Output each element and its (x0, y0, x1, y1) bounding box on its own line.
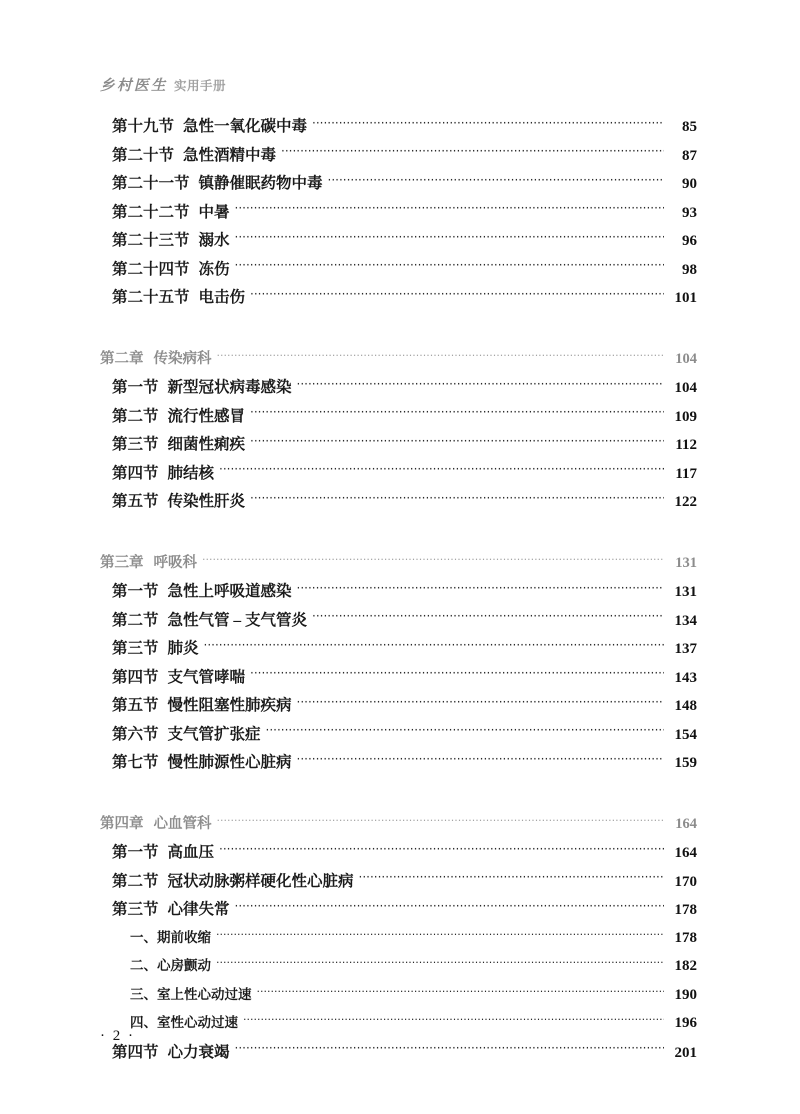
dot-leader (328, 173, 664, 189)
toc-entry-label: 四、室性心动过速 (130, 1015, 238, 1031)
toc-entry-title: 肺结核 (167, 464, 215, 482)
toc-entry-label: 三、室上性心动过速 (130, 986, 252, 1003)
toc-entry-page-number: 201 (674, 1044, 697, 1061)
toc-entry-page-number: 85 (682, 119, 697, 135)
toc-entry-title: 慢性阻塞性肺疾病 (167, 697, 292, 714)
toc-entry-page-number: 170 (674, 873, 697, 890)
toc-entry-title: 传染病科 (153, 350, 212, 367)
dot-leader (216, 957, 664, 971)
dot-leader (281, 144, 664, 160)
toc-entry-label (112, 489, 245, 511)
toc-entry-section[interactable] (112, 114, 697, 143)
toc-entry-number: 第三节 (112, 640, 159, 657)
toc-entry-label (112, 114, 307, 136)
toc-entry-section[interactable] (112, 375, 697, 404)
toc-entry-page-number: 196 (674, 1015, 697, 1031)
toc-entry-section[interactable] (112, 432, 697, 461)
toc-entry-title: 急性上呼吸道感染 (167, 583, 292, 600)
toc-entry-title: 肺炎 (167, 640, 199, 657)
dot-leader (250, 666, 664, 682)
toc-entry-section[interactable] (112, 897, 697, 926)
toc-entry-label (112, 722, 261, 744)
dot-leader (216, 928, 664, 942)
toc-entry-page-number: 104 (675, 350, 697, 367)
toc-entry-number: 第二十五节 (112, 289, 190, 306)
toc-entry-title: 新型冠状病毒感染 (167, 379, 292, 396)
toc-entry-number: 第二节 (112, 407, 159, 425)
toc-entry-label (112, 200, 230, 222)
toc-entry-title: 传染性肝炎 (167, 493, 246, 510)
toc-entry-page-number: 159 (674, 755, 697, 771)
toc-entry-label (100, 551, 197, 572)
block-spacer (0, 518, 800, 551)
block-spacer (0, 779, 800, 812)
dot-leader (297, 581, 664, 597)
book-subtitle: 实用手册 (174, 78, 227, 93)
dot-leader (266, 723, 664, 739)
toc-entry-title: 高血压 (167, 844, 215, 861)
table-of-contents (0, 114, 800, 1068)
toc-entry-title: 心力衰竭 (167, 1043, 230, 1061)
dot-leader (297, 752, 664, 768)
toc-entry-section[interactable] (112, 200, 697, 229)
toc-entry-label: 二、心房颤动 (130, 958, 211, 974)
toc-entry-number: 第二节 (112, 872, 159, 890)
dot-leader (243, 1014, 664, 1028)
toc-entry-label (112, 665, 245, 687)
toc-entry-section[interactable] (112, 750, 697, 779)
toc-entry-number: 第二十四节 (112, 260, 190, 278)
toc-entry-section[interactable] (112, 171, 697, 200)
toc-entry-label (112, 228, 230, 250)
dot-leader (297, 377, 664, 393)
toc-entry-label (112, 608, 307, 630)
toc-entry-page-number: 90 (682, 176, 697, 192)
toc-entry-title: 电击伤 (198, 289, 246, 306)
toc-entry-section[interactable] (112, 285, 697, 314)
toc-entry-number: 第四节 (112, 1043, 159, 1061)
toc-entry-title: 支气管扩张症 (167, 725, 261, 743)
toc-entry-sub[interactable] (130, 954, 697, 983)
toc-entry-number: 第二十一节 (112, 175, 190, 192)
toc-entry-title: 心血管科 (153, 815, 212, 832)
toc-entry-page-number: 131 (674, 584, 697, 600)
toc-entry-page-number: 148 (674, 698, 697, 714)
toc-entry-section[interactable] (112, 489, 697, 518)
toc-entry-page-number: 178 (674, 902, 697, 918)
toc-entry-label (112, 579, 292, 601)
page-number: · 2 · (100, 1028, 135, 1044)
toc-entry-label (112, 285, 245, 307)
toc-entry-title: 镇静催眠药物中毒 (198, 175, 323, 192)
dot-leader (250, 287, 664, 303)
toc-entry-section[interactable] (112, 722, 697, 751)
toc-entry-page-number: 93 (682, 204, 697, 221)
toc-entry-label (112, 750, 292, 772)
toc-entry-label (112, 897, 230, 919)
toc-entry-number: 第二十二节 (112, 203, 190, 221)
toc-entry-section[interactable] (112, 840, 697, 869)
toc-entry-label (112, 869, 354, 891)
toc-entry-sub[interactable] (130, 983, 697, 1012)
toc-entry-chapter[interactable] (100, 551, 697, 580)
book-title: 乡村医生 (100, 78, 168, 94)
toc-entry-section[interactable] (112, 404, 697, 433)
toc-entry-label (112, 693, 292, 715)
toc-entry-chapter[interactable] (100, 347, 697, 376)
toc-entry-title: 溺水 (198, 232, 230, 249)
toc-entry-page-number: 154 (674, 726, 697, 743)
toc-entry-page-number: 112 (675, 437, 697, 453)
toc-entry-title: 心律失常 (167, 901, 230, 918)
dot-leader (235, 201, 664, 217)
toc-entry-section[interactable] (112, 693, 697, 722)
dot-leader (235, 230, 664, 246)
toc-entry-page-number: 134 (674, 612, 697, 629)
toc-entry-page-number: 131 (675, 554, 697, 571)
toc-entry-page-number: 164 (675, 815, 697, 832)
toc-entry-page-number: 96 (682, 233, 697, 249)
toc-entry-title: 冠状动脉粥样硬化性心脏病 (167, 872, 354, 890)
toc-entry-title: 支气管哮喘 (167, 668, 246, 686)
toc-entry-section[interactable] (112, 869, 697, 898)
toc-entry-title: 中暑 (198, 203, 230, 221)
toc-entry-page-number: 122 (674, 494, 697, 510)
dot-leader (297, 695, 664, 711)
toc-entry-number: 第三节 (112, 901, 159, 918)
toc-entry-page-number: 104 (674, 380, 697, 396)
dot-leader (250, 405, 664, 421)
toc-entry-section[interactable] (112, 257, 697, 286)
toc-entry-label: 一、期前收缩 (130, 929, 211, 946)
block-spacer (0, 314, 800, 347)
toc-entry-title: 呼吸科 (153, 554, 197, 571)
toc-entry-number: 第二章 (100, 350, 144, 367)
toc-entry-page-number: 87 (682, 147, 697, 164)
toc-entry-number: 第一节 (112, 379, 159, 396)
toc-entry-section[interactable] (112, 461, 697, 490)
toc-entry-number: 第四节 (112, 464, 159, 482)
toc-entry-page-number: 137 (674, 641, 697, 657)
toc-entry-page-number: 190 (674, 986, 697, 1003)
toc-entry-number: 第四节 (112, 668, 159, 686)
toc-entry-title: 细菌性痢疾 (167, 436, 246, 453)
toc-entry-number: 第一节 (112, 844, 159, 861)
toc-entry-page-number: 109 (674, 408, 697, 425)
toc-entry-sub[interactable] (130, 1011, 697, 1040)
toc-entry-label (112, 257, 230, 279)
toc-entry-number: 第四章 (100, 815, 144, 832)
toc-entry-number: 第一节 (112, 583, 159, 600)
dot-leader (250, 491, 664, 507)
dot-leader (217, 348, 665, 363)
toc-entry-number: 第七节 (112, 754, 159, 771)
toc-entry-number: 第三章 (100, 554, 144, 571)
dot-leader (217, 813, 665, 828)
toc-entry-page-number: 101 (674, 290, 697, 306)
toc-entry-number: 第三节 (112, 436, 159, 453)
toc-entry-number: 第二十三节 (112, 232, 190, 249)
toc-entry-chapter[interactable] (100, 812, 697, 841)
running-header (100, 74, 226, 96)
toc-entry-page-number: 117 (675, 465, 697, 482)
dot-leader (235, 258, 664, 274)
toc-entry-title: 急性一氧化碳中毒 (183, 118, 308, 135)
toc-entry-label (112, 840, 214, 862)
toc-entry-section[interactable] (112, 228, 697, 257)
toc-entry-title: 急性酒精中毒 (183, 146, 277, 164)
toc-entry-page-number: 143 (674, 669, 697, 686)
dot-leader (235, 1041, 664, 1057)
dot-leader (202, 552, 664, 567)
toc-entry-label (112, 432, 245, 454)
toc-entry-page-number: 178 (674, 929, 697, 946)
toc-entry-number: 第十九节 (112, 118, 175, 135)
dot-leader (359, 870, 664, 886)
toc-entry-label (112, 404, 245, 426)
dot-leader (235, 899, 664, 915)
toc-entry-page-number: 182 (674, 958, 697, 974)
toc-entry-sub[interactable] (130, 926, 697, 955)
dot-leader (312, 116, 664, 132)
toc-entry-section[interactable] (112, 636, 697, 665)
toc-entry-label (100, 347, 212, 368)
dot-leader (204, 638, 664, 654)
toc-entry-number: 第二十节 (112, 146, 175, 164)
toc-entry-label (112, 171, 323, 193)
toc-entry-label (112, 461, 214, 483)
toc-entry-label (100, 812, 212, 833)
toc-entry-section[interactable] (112, 665, 697, 694)
toc-entry-number: 第二节 (112, 611, 159, 629)
toc-entry-number: 第五节 (112, 493, 159, 510)
toc-entry-page-number: 98 (682, 261, 697, 278)
toc-entry-section[interactable] (112, 608, 697, 637)
dot-leader (312, 609, 664, 625)
dot-leader (257, 985, 665, 999)
dot-leader (250, 434, 664, 450)
toc-entry-title: 流行性感冒 (167, 407, 246, 425)
toc-entry-title: 慢性肺源性心脏病 (167, 754, 292, 771)
toc-entry-label (112, 143, 276, 165)
toc-entry-label (112, 375, 292, 397)
toc-entry-number: 第五节 (112, 697, 159, 714)
toc-entry-label (112, 636, 199, 658)
dot-leader (219, 462, 664, 478)
toc-entry-section[interactable] (112, 579, 697, 608)
dot-leader (219, 842, 664, 858)
toc-entry-section[interactable] (112, 143, 697, 172)
toc-entry-section[interactable] (112, 1040, 697, 1069)
toc-entry-page-number: 164 (674, 845, 697, 861)
toc-entry-title: 急性气管 – 支气管炎 (167, 611, 308, 629)
toc-entry-number: 第六节 (112, 725, 159, 743)
toc-entry-title: 冻伤 (198, 260, 230, 278)
